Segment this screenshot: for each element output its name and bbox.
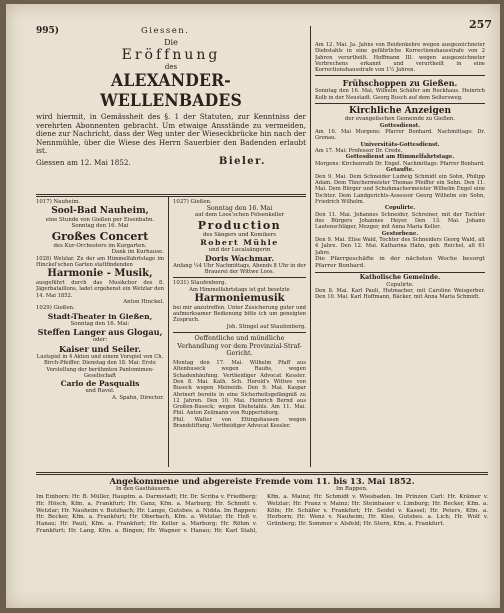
production-date: Sonntag den 16. Mai [206,204,273,212]
header-des: des [164,63,178,71]
header-signature: Bieler. [218,155,266,167]
right-divider-2 [315,103,485,104]
gestorbene-body: Den 9. Mai. Elise Wald, Tochter des Schneiders Georg Wald, alt 4 Jahre. Den 12. Mai. Katharina Hahn, geb. Reichel, alt 61 Jahre. [315,237,485,256]
kirchliche-sub: der evangelischen Gemeinde zu Gießen. [344,116,456,123]
production-sub: des Sängers und Komikers [202,231,277,238]
theater-play: Steffen Langer aus Glogau, [37,327,163,338]
harmonie-sign: Anton Hinckel. [123,298,164,305]
getaufte-title: Getaufte. [385,167,415,174]
header-divider [36,194,306,197]
gottesdienst-title: Gottesdienst. [379,122,421,129]
header-body: wird hiermit, in Gemässheit des §. 1 der Statuten, zur Kenntniss der verehrten Abonnenten gebracht. Um etwaige Ansstände zu vermeiden, diene zur Nachricht, dass der Weg unter der Wieseckbrücke hin nach der Nennmühle, über die Wiese des Herrn Sauerbier den Badenden erlaubt ist. [36,112,306,156]
right-divider-1 [315,75,485,76]
concert-title: Großes Concert [51,229,149,243]
nauheim-sub: eine Stunde von Gießen per Eisenbahn. [45,216,155,223]
uni-body: Am 17. Mai: Professor Dr. Crede. [315,148,403,155]
theater-title: Stadt-Theater in Gießen, [47,311,153,321]
theater-body: Lustspiel in 4 Akten und einem Vorspiel von Ch. Birch-Pfeiffer. Dienstag den 18. Mai: Erste Vorstellung der berühmten Pantomimen-Gesellschaft [36,353,164,379]
kirchliche-title: Kirchliche Anzeigen [348,106,452,117]
harmonie-musik-title: Harmoniemusik [194,292,285,304]
uni-title: Universitäts-Gottesdienst. [360,141,440,148]
page-number: 257 [469,18,492,31]
col-divider-2 [310,26,311,467]
kath-sub: Copulirte. [386,281,414,288]
court-section-title: Oeffentliche und mündliche Verhandlung vor dem Provinzial-Straf-Gericht. [177,334,302,358]
artist-two: Doris Wachmar. [204,253,275,263]
gestorbene-title: Gestorbene. [381,230,419,237]
artist-one: Robert Mühle [200,238,279,247]
header-eroeffnung: Eröffnung [121,47,221,63]
wetzlar-heading: 1028) Wetzlar. Zu der am Himmelfahrtstage im Hinckel'schen Garten stattfindenden [36,255,164,268]
right-column [315,42,485,470]
footer-body: Im Einhorn: Hr. B. Müller, Hauptm. a. Darmstadt; Hr. Dr. Scriba v. Friedberg; Hr. Hösch, Kfm. a. Frankfurt; Hr. Ganz, Kfm. a. Marburg; Hr. Schmitt v. Wetzlar; Hr. Nauheim v. Butzbach; Hr. Lange, Gutsbes. a. Nidda. Im Rappen: Hr. Becker, Kfm. a. Frankfurt; Hr. Oberbach, Kfm. a. Wetzlar; Hr. Heß v. Hanau; Hr. Pauli, Kfm. a. Frankfurt; Hr. Keller a. Marburg; Hr. Röhm v. Frankfurt; Hr. Lang, Kfm. a. Bingen; Hr. Wagner v. Hanau; Hr. Karl Stahl, Kfm. a. Mainz; Hr. Schmidt v. Wiesbaden. Im Prinzen Carl: Hr. Krämer v. Wetzlar; Hr. Franz v. Mainz; Hr. Steinhauer v. Limburg; Hr. Becker, Kfm. a. Köln; Hr. Schäfer v. Frankfurt; Hr. Seidel v. Kassel; Hr. Peters, Kfm. a. Herborn; Hr. Wenz v. Nauheim; Hr. Klee, Gutsbes. a. Lich; Hr. Wolf v. Grünberg; Hr. Sommer v. Alsfeld; Hr. Stern, Kfm. a. Frankfurt. [36,494,488,534]
footer-section [36,476,488,591]
court-section-sign: Phil. Walter von Ettingshausen wegen Brandstiftung. Vertheidiger Advocat Kessler. [173,416,306,430]
footer-divider [36,472,488,475]
kath-body: Den 8. Mai. Karl Pauli, Hutmacher, mit Caroline Weisgerber. Den 10. Mai. Karl Hoffmann, Bäcker, mit Anna Maria Schmidt. [315,288,485,301]
header-date: Giessen am 12. Mai 1852. [36,157,131,167]
harmonie-title: Harmonie - Musik, [47,268,153,280]
copulirte-title: Copulirte. [384,205,416,212]
staufenberg-body2: bei mir anzutreffen. Unter Zusicherung guter und aufmerksamer Bedienung bitte ich um geneigten Zuspruch. [173,304,306,324]
production-title: Production [197,218,282,232]
staufenberg-body: Am Himmelfahrtstage ist gut besetzte [189,286,290,293]
header-announcement [36,26,306,191]
production-time: Anfang ¼4 Uhr Nachmittags, Abends 8 Uhr in der Brauerei der Wittwe Loos. [173,262,306,275]
header-die: Die [164,38,178,47]
concert-dank: Dank im Kurhause. [111,249,164,255]
fruehschoppen-title: Frühschoppen zu Gießen. [342,78,458,89]
theater-play2: Kaiser und Seiler. [59,343,141,354]
footer-sub-gasthaeuser: In den Gasthäusern. [116,486,172,492]
pfarr-note: Die Pfarrgeschäfte in der nächsten Woche besorgt Pfarrer Bonhard. [315,256,485,270]
mid-divider-2 [173,332,306,333]
header-city: Giessen. [141,26,190,36]
header-title: ALEXANDER-WELLENBADES [100,71,242,111]
concert-sub: des Kur-Orchesters im Kurgarten. [53,242,147,249]
staufenberg-heading: 1031) Staufenberg. [173,280,227,287]
kath-title: Katholische Gemeinde. [359,274,441,282]
artist-und: und der Localsängerin [208,247,271,253]
theater-heading: 1029) Gießen. [36,305,75,312]
himmelfahrt-title: Gottesdienst am Himmelfahrtstage. [345,154,455,161]
gottesdienst-body: Am 16. Mai Morgens: Pfarrer Bonhard. Nachmittags: Dr. Gronau. [315,129,485,142]
newspaper-page [6,4,500,608]
court-notice-top: Am 12. Mai. Ja. Jahns von Beidenkehre wegen ausgezeichneter Diebstahls in eine gefährliche Korrectionshausstrafe von 2 Jahren verurtheilt. Hoffmann III. wegen ausgezeichneter Verbrechens erkannt und verurtheilt in eine Korrectionshausstrafe von 1½ Jahren. [315,42,485,74]
carlo-sign: A. Spahn, Director. [112,394,164,401]
production-place: auf dem Loos'schen Felsenkeller [194,212,285,218]
carlo-und: und Ravel. [85,388,115,395]
left-column [36,199,164,411]
mid-divider-1 [173,277,306,278]
copulirte-body: Den 11. Mai. Johannes Schneider, Schreiner, mit der Tochter des Bürgers Johannes Heyer. Den 13. Mai. Johann Lautenschläger, Mezger, mit Anna Maria Keller. [315,211,485,231]
nauheim-heading: 1017) Nauheim. [36,199,81,205]
harmonie-body: ausgeführt durch das Musikchor des 8. Jägerbataillons, ladet ergebenst ein Wetzlar den 14. Mai 1852. [36,280,164,299]
giessen-heading: 1027) Gießen. [173,199,212,205]
issue-number: 995) [36,26,60,36]
middle-column [173,199,306,467]
court-section-body: Montag den 17. Mai. Wilhelm Pfaff aus Altenbuseck wegen Raubs, wegen Schadenhäufung. Vertheidiger Advocat Kessler. Den 8. Mai. Kath. Sch. Herold's Wittwe von Buseck wegen Meineids. Den 9. Mai. Kaspar Ahrinert bereits in eine Sicherheitsgefängniß zu 12 Jahren. Den 10. Mai. Heinrich Bernd aus Großen-Buseck; wegen Diebstahls. Am 11. Mai. Phil. Anton Zeilmann von Ruppertsburg. [173,360,306,417]
getaufte-body: Den 9. Mai. Dem Schneider Ludwig Schmidt ein Sohn, Philipp Adam. Dem Tünchermeister Thomas Pfeiffer ein Sohn. Den 11. Mai. Dem Bürger und Schuhmachermeister Wilhelm Engel eine Tochter. Dem Landgerichts-Assessor Georg Wilhelm ein Sohn, Friedrich Wilhelm. [315,173,485,205]
footer-title: Angekommene und abgereiste Fremde vom 11. bis 13. Mai 1852. [109,476,415,486]
staufenberg-sign: Joh. Stingel auf Staufenberg. [226,323,306,330]
himmelfahrt-body: Morgens: Kirchenrath Dr. Engel. Nachmittags: Pfarrer Bonhard. [315,160,485,167]
fruehschoppen-body: Sonntag den 16. Mai, Wilhelm Schäfer am Rockhaus. Heinrich Kolb in der Neustadt. Georg Busch auf dem Seltersweg. [315,88,485,101]
carlo-title: Carlo de Pasqualis [60,379,140,389]
theater-oder: oder: [92,337,108,344]
footer-sub-rappen: Im Rappen. [336,486,368,492]
nauheim-title: Sool-Bad Nauheim, [51,205,149,216]
col-divider-1 [168,197,169,467]
nauheim-date: Sonntag den 16. Mai [71,223,129,229]
right-divider-3 [315,272,485,273]
theater-date: Sonntag den 16. Mai: [70,320,130,327]
